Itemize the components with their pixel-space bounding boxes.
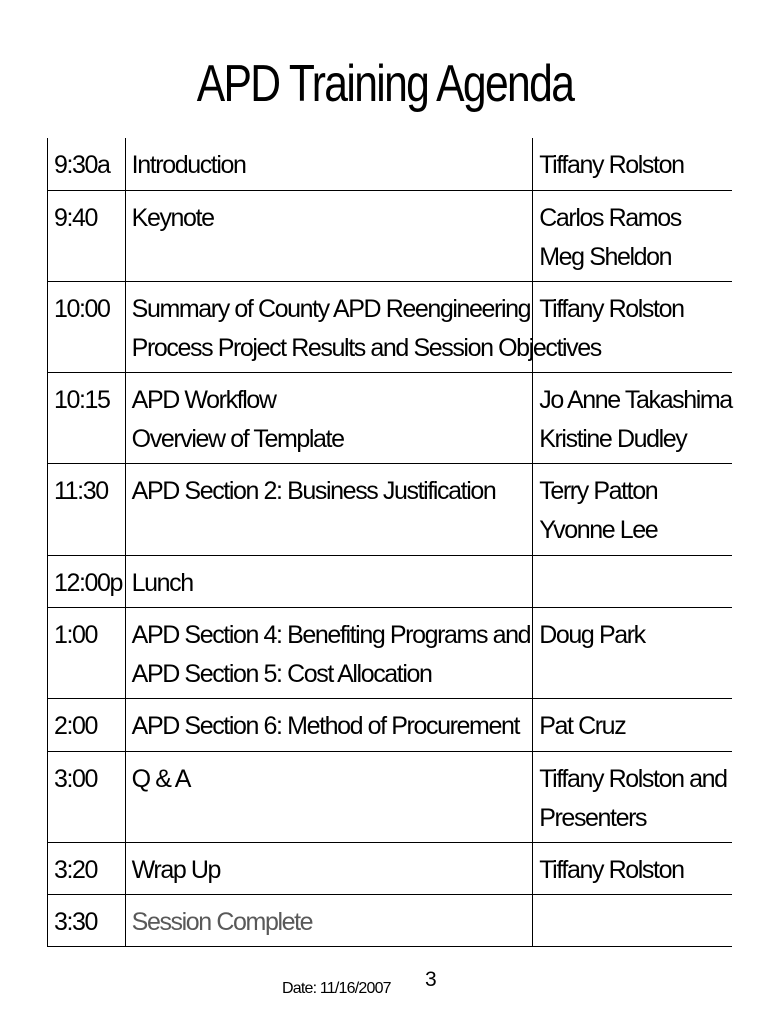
- agenda-presenter-cell: [533, 372, 732, 463]
- agenda-presenter-line: Jo Anne Takashima: [539, 385, 732, 414]
- agenda-row: [48, 138, 733, 190]
- agenda-time-cell: 9:40: [48, 190, 126, 281]
- agenda-topic-cell: [125, 555, 533, 607]
- agenda-row: [48, 894, 733, 946]
- agenda-topic-cell: [125, 372, 533, 463]
- agenda-row: [48, 751, 733, 842]
- agenda-topic-line: APD Workflow: [131, 385, 276, 414]
- agenda-time-cell: 2:00: [48, 698, 126, 751]
- agenda-time-cell: 10:15: [48, 372, 126, 463]
- agenda-presenter-cell: [533, 555, 732, 607]
- agenda-row: [48, 555, 733, 607]
- footer-date: Date: 11/16/2007: [282, 980, 391, 997]
- page-number: 3: [425, 968, 437, 991]
- agenda-row: [48, 281, 733, 372]
- agenda-presenter-line: Doug Park: [539, 620, 645, 649]
- agenda-time-cell: 3:30: [48, 894, 126, 946]
- agenda-topic-line: APD Section 2: Business Justification: [131, 476, 496, 505]
- agenda-topic-line: Q & A: [131, 764, 190, 793]
- agenda-topic-line: Overview of Template: [131, 424, 344, 453]
- agenda-topic-line: Summary of County APD Reengineering: [131, 294, 531, 323]
- agenda-topic-line: Process Project Results and Session Objectives: [131, 333, 601, 362]
- agenda-table-body: [48, 138, 733, 946]
- agenda-time-cell: 10:00: [48, 281, 126, 372]
- agenda-row: [48, 372, 733, 463]
- agenda-topic-line: Lunch: [131, 568, 193, 597]
- agenda-topic-cell: [125, 698, 533, 751]
- agenda-presenter-cell: [533, 190, 732, 281]
- agenda-row: [48, 607, 733, 698]
- agenda-presenter-line: Kristine Dudley: [539, 424, 687, 453]
- agenda-row: [48, 698, 733, 751]
- agenda-topic-line: APD Section 5: Cost Allocation: [131, 659, 432, 688]
- agenda-time-cell: 3:00: [48, 751, 126, 842]
- agenda-topic-line: Wrap Up: [131, 855, 221, 884]
- agenda-presenter-line: Tiffany Rolston and: [539, 764, 727, 793]
- agenda-topic-cell: [125, 607, 533, 698]
- agenda-topic-line: Introduction: [131, 151, 246, 179]
- agenda-presenter-line: Tiffany Rolston: [539, 151, 684, 179]
- agenda-topic-cell: [125, 894, 533, 946]
- agenda-time-cell: 9:30a: [48, 138, 126, 190]
- agenda-topic-cell: [125, 842, 533, 894]
- agenda-topic-line: APD Section 6: Method of Procurement: [131, 711, 519, 740]
- agenda-presenter-cell: [533, 698, 732, 751]
- agenda-time-cell: 3:20: [48, 842, 126, 894]
- agenda-presenter-cell: [533, 463, 732, 555]
- agenda-row: [48, 463, 733, 555]
- page-title: APD Training Agenda: [196, 55, 574, 113]
- agenda-presenter-cell: [533, 894, 732, 946]
- agenda-row: [48, 842, 733, 894]
- agenda-presenter-cell: [533, 607, 732, 698]
- agenda-topic-line: APD Section 4: Benefiting Programs and: [131, 620, 531, 649]
- agenda-presenter-line: Presenters: [539, 803, 647, 832]
- agenda-topic-cell: [125, 463, 533, 555]
- agenda-time-cell: 1:00: [48, 607, 126, 698]
- agenda-topic-cell: [125, 751, 533, 842]
- agenda-presenter-line: Meg Sheldon: [539, 242, 672, 271]
- agenda-presenter-line: Tiffany Rolston: [539, 855, 684, 884]
- agenda-time-cell: 11:30: [48, 463, 126, 555]
- agenda-presenter-cell: [533, 138, 732, 190]
- agenda-topic-cell: [125, 190, 533, 281]
- agenda-topic-cell: [125, 281, 601, 372]
- agenda-presenter-line: Yvonne Lee: [539, 515, 658, 544]
- agenda-presenter-line: Tiffany Rolston: [539, 294, 684, 323]
- agenda-row: [48, 190, 733, 281]
- agenda-presenter-cell: [533, 751, 732, 842]
- agenda-table: [47, 138, 732, 947]
- agenda-time-cell: 12:00p: [48, 555, 126, 607]
- agenda-presenter-line: Pat Cruz: [539, 711, 626, 740]
- agenda-topic-line: Session Complete: [131, 907, 313, 936]
- agenda-topic-cell: [125, 138, 533, 190]
- agenda-presenter-cell: [533, 842, 732, 894]
- agenda-presenter-line: Carlos Ramos: [539, 203, 681, 232]
- agenda-topic-line: Keynote: [131, 203, 214, 232]
- agenda-presenter-line: Terry Patton: [539, 476, 658, 505]
